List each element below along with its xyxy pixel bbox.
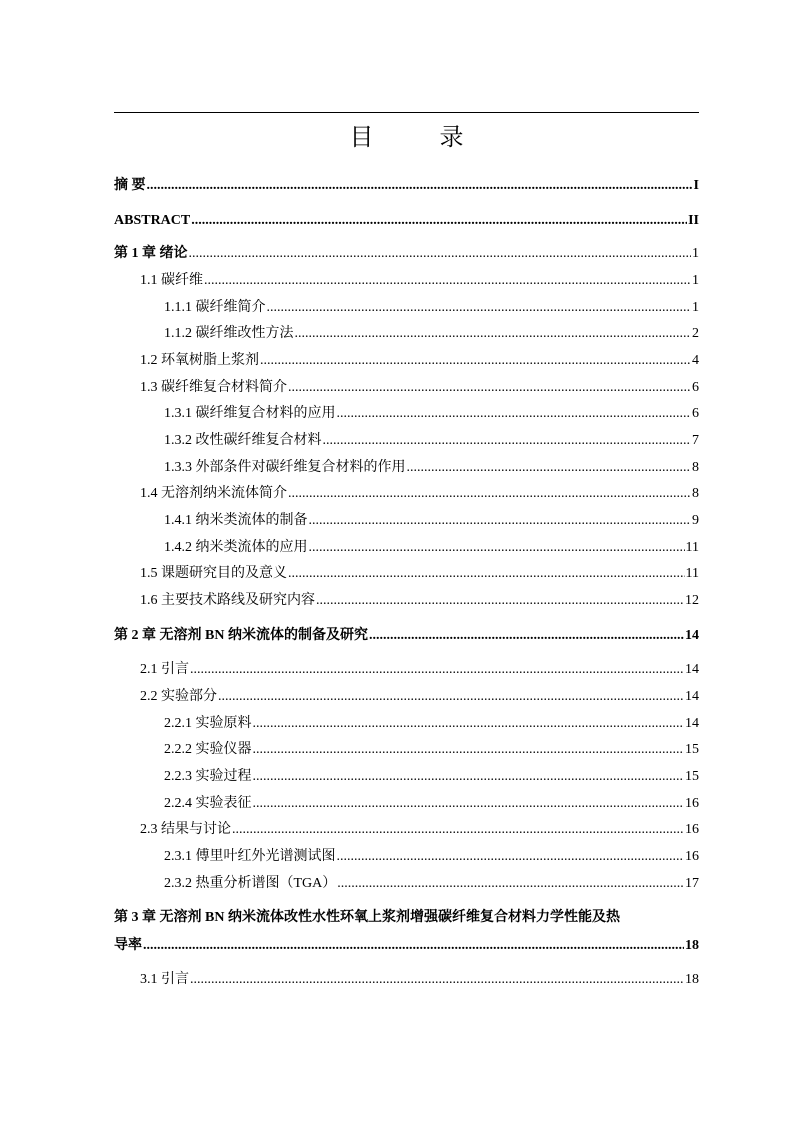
dot-leader: [337, 874, 684, 894]
dot-leader: [316, 591, 684, 611]
toc-entry-2-2[interactable]: [140, 687, 699, 707]
toc-entry-label: ABSTRACT: [114, 213, 191, 228]
toc-entry-chapter-3[interactable]: [114, 936, 699, 956]
toc-page-number: 8: [692, 486, 699, 501]
toc-page-number: 15: [685, 742, 699, 757]
toc-page-number: 16: [685, 822, 699, 837]
toc-entry-label: 2.2.2 实验仪器: [164, 742, 252, 757]
toc-entry-label: 2.3.2 热重分析谱图（TGA）: [164, 876, 337, 891]
dot-leader: [189, 244, 692, 264]
toc-entry-2-2-1[interactable]: [164, 714, 699, 734]
dot-leader: [190, 970, 684, 990]
dot-leader: [309, 538, 685, 558]
dot-leader: [260, 351, 691, 371]
dot-leader: [204, 271, 691, 291]
toc-entry-label: 导率: [114, 938, 142, 953]
toc-entry-2-3[interactable]: [140, 820, 699, 840]
toc-entry-label: 2.2 实验部分: [140, 689, 217, 704]
toc-page-number: 15: [685, 769, 699, 784]
toc-page-number: 8: [692, 460, 699, 475]
dot-leader: [288, 378, 691, 398]
toc-entry-label: 2.3 结果与讨论: [140, 822, 231, 837]
toc-page-number: 2: [692, 326, 699, 341]
dot-leader: [288, 564, 685, 584]
toc-entry-label: 1.2 环氧树脂上浆剂: [140, 353, 259, 368]
toc-entry-2-2-3[interactable]: [164, 767, 699, 787]
toc-page-number: 9: [692, 513, 699, 528]
toc-entry-label: 3.1 引言: [140, 972, 189, 987]
toc-entry-label: 第 1 章 绪论: [114, 246, 188, 261]
dot-leader: [267, 298, 692, 318]
toc-entry-label: 1.4 无溶剂纳米流体简介: [140, 486, 287, 501]
toc-entry-label: 摘 要: [114, 178, 146, 193]
toc-page-number: 18: [685, 972, 699, 987]
toc-page-number: 1: [692, 246, 699, 261]
dot-leader: [218, 687, 684, 707]
dot-leader: [190, 660, 684, 680]
toc-entry-1-6[interactable]: [140, 591, 699, 611]
toc-entry-abstract-cn[interactable]: [114, 176, 699, 196]
toc-page-number: 1: [692, 273, 699, 288]
toc-entry-1-2[interactable]: [140, 351, 699, 371]
dot-leader: [323, 431, 692, 451]
dot-leader: [253, 714, 685, 734]
dot-leader: [232, 820, 684, 840]
toc-page-number: 11: [685, 540, 699, 555]
toc-entry-chapter-2[interactable]: [114, 626, 699, 646]
toc-page-number: II: [688, 213, 699, 228]
toc-page-number: 16: [685, 849, 699, 864]
toc-entry-1-3-3[interactable]: [164, 458, 699, 478]
toc-entry-label: 1.4.1 纳米类流体的制备: [164, 513, 308, 528]
toc-page-number: 14: [685, 716, 699, 731]
toc-entry-label: 1.3.3 外部条件对碳纤维复合材料的作用: [164, 460, 406, 475]
toc-page-number: 17: [685, 876, 699, 891]
dot-leader: [253, 740, 685, 760]
toc-entry-label: 2.2.4 实验表征: [164, 796, 252, 811]
dot-leader: [309, 511, 692, 531]
dot-leader: [369, 626, 684, 646]
toc-entry-2-3-2[interactable]: [164, 874, 699, 894]
dot-leader: [337, 404, 692, 424]
toc-entry-label: 1.3.1 碳纤维复合材料的应用: [164, 406, 336, 421]
toc-entry-1-3-2[interactable]: [164, 431, 699, 451]
dot-leader: [253, 767, 685, 787]
dot-leader: [253, 794, 685, 814]
toc-page-number: 14: [685, 689, 699, 704]
toc-page-number: 4: [692, 353, 699, 368]
dot-leader: [147, 176, 693, 196]
toc-page-number: 6: [692, 380, 699, 395]
toc-page-number: 1: [692, 300, 699, 315]
toc-page-number: 11: [685, 566, 699, 581]
table-of-contents: [114, 0, 699, 1122]
toc-entry-label: 第 2 章 无溶剂 BN 纳米流体的制备及研究: [114, 628, 368, 643]
toc-page-number: 6: [692, 406, 699, 421]
toc-entry-chapter-3-line1[interactable]: 第 3 章 无溶剂 BN 纳米流体改性水性环氧上浆剂增强碳纤维复合材料力学性能及热: [114, 910, 620, 925]
toc-entry-label: 2.1 引言: [140, 662, 189, 677]
toc-entry-label: 1.6 主要技术路线及研究内容: [140, 593, 315, 608]
toc-entry-1-4[interactable]: [140, 484, 699, 504]
toc-entry-label: 1.1 碳纤维: [140, 273, 203, 288]
toc-entry-3-1[interactable]: [140, 970, 699, 990]
toc-page-number: 14: [685, 662, 699, 677]
toc-page-number: 7: [692, 433, 699, 448]
toc-entry-label: 1.3 碳纤维复合材料简介: [140, 380, 287, 395]
toc-entry-label: 1.3.2 改性碳纤维复合材料: [164, 433, 322, 448]
dot-leader: [295, 324, 692, 344]
page-title: 目 录: [349, 125, 494, 151]
toc-entry-2-2-4[interactable]: [164, 794, 699, 814]
dot-leader: [143, 936, 684, 956]
toc-entry-2-2-2[interactable]: [164, 740, 699, 760]
toc-page-number: 18: [685, 938, 699, 953]
toc-entry-label: 2.2.1 实验原料: [164, 716, 252, 731]
toc-entry-2-1[interactable]: [140, 660, 699, 680]
toc-entry-abstract-en[interactable]: [114, 211, 699, 231]
toc-entry-1-4-2[interactable]: [164, 538, 699, 558]
toc-entry-label: 1.1.1 碳纤维简介: [164, 300, 266, 315]
toc-entry-1-3[interactable]: [140, 378, 699, 398]
toc-entry-1-1[interactable]: [140, 271, 699, 291]
dot-leader: [288, 484, 691, 504]
toc-page-number: 14: [685, 628, 699, 643]
toc-entry-label: 2.3.1 傅里叶红外光谱测试图: [164, 849, 336, 864]
toc-entry-2-3-1[interactable]: [164, 847, 699, 867]
dot-leader: [337, 847, 685, 867]
toc-entry-label: 1.5 课题研究目的及意义: [140, 566, 287, 581]
dot-leader: [191, 211, 687, 231]
toc-entry-1-4-1[interactable]: [164, 511, 699, 531]
toc-entry-label: 2.2.3 实验过程: [164, 769, 252, 784]
toc-page-number: 16: [685, 796, 699, 811]
toc-entry-1-1-2[interactable]: [164, 324, 699, 344]
toc-entry-1-3-1[interactable]: [164, 404, 699, 424]
toc-page-number: 12: [685, 593, 699, 608]
toc-page-number: I: [693, 178, 699, 193]
toc-entry-label: 1.1.2 碳纤维改性方法: [164, 326, 294, 341]
dot-leader: [407, 458, 692, 478]
toc-entry-chapter-1[interactable]: [114, 244, 699, 264]
toc-entry-label: 1.4.2 纳米类流体的应用: [164, 540, 308, 555]
toc-entry-1-1-1[interactable]: [164, 298, 699, 318]
toc-entry-1-5[interactable]: [140, 564, 699, 584]
